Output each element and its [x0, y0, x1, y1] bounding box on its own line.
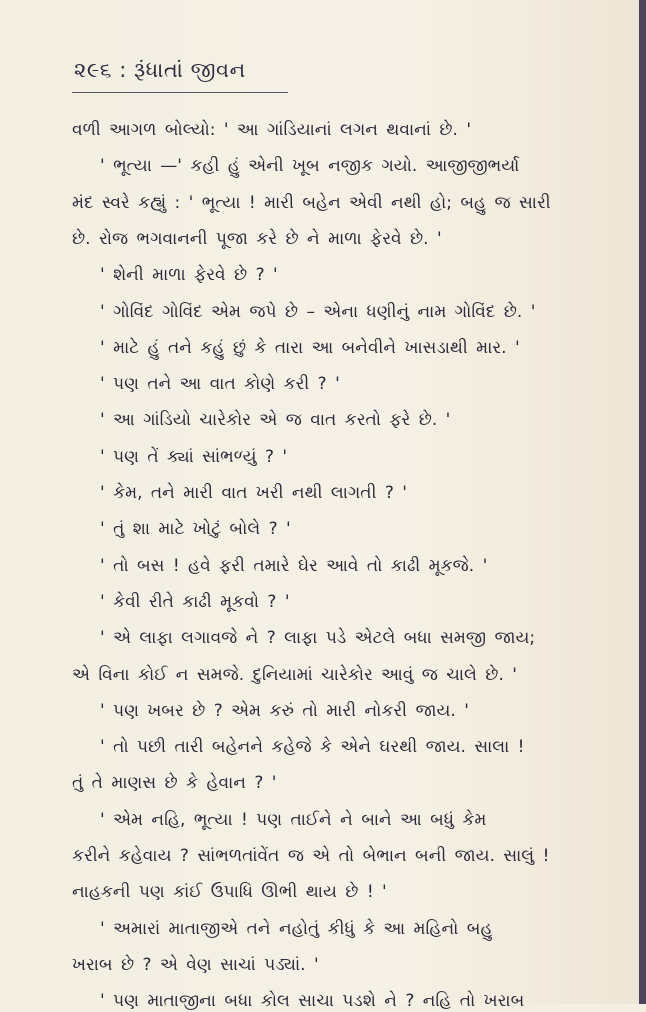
text-line: ' એમ નહિ, ભૂત્યા ! પણ તાઈને ને બાને આ બધું કેમ [100, 810, 487, 830]
text-line: એ વિના કોઈ ન સમજે. દુનિયામાં ચારેકોર આવું જ ચાલે છે. ' [72, 665, 517, 685]
text-line: વળી આગળ બોલ્યો: ' આ ગાંડિયાનાં લગન થવાનાં છે. ' [72, 120, 472, 140]
text-line: ' પણ ખબર છે ? એમ કરું તો મારી નોકરી જાય. ' [100, 701, 469, 721]
text-line: ' કેમ, તને મારી વાત ખરી નથી લાગતી ? ' [100, 483, 407, 503]
text-line: ' શેની માળા ફેરવે છે ? ' [100, 265, 278, 285]
text-line: નાહકની પણ કાંઈ ઉપાધિ ઊભી થાય છે ! ' [72, 882, 387, 902]
text-line: ' કેવી રીતે કાઢી મૂકવો ? ' [100, 592, 290, 612]
text-line: ખરાબ છે ? એ વેણ સાચાં પડ્યાં. ' [72, 955, 319, 975]
text-line: ' પણ માતાજીના બધા કોલ સાચા પડશે ને ? નહિ તો ખરાબ [100, 991, 525, 1011]
page-header: ૨૯૬ : રૂંધાતાં જીવન [74, 58, 246, 82]
text-line: ' એ લાફા લગાવજે ને ? લાફા પડે એટલે બધા સમજી જાય; [100, 628, 536, 648]
header-underline [72, 92, 288, 93]
page-edge-shadow [639, 0, 646, 1004]
text-line: ' પણ તેં ક્યાં સાંભળ્યું ? ' [100, 447, 288, 467]
text-line: ' તો બસ ! હવે ફરી તમારે ઘેર આવે તો કાઢી મૂકજે. ' [100, 556, 488, 576]
text-line: તું તે માણસ છે કે હેવાન ? ' [72, 773, 277, 793]
text-line: ' અમારાં માતાજીએ તને નહોતું કીધું કે આ મહિનો બહુ [100, 919, 493, 939]
text-line: ' તો પછી તારી બહેનને કહેજે કે એને ઘરથી જાય. સાલા ! [100, 737, 525, 757]
text-line: મંદ સ્વરે કહ્યું : ' ભૂત્યા ! મારી બહેન એવી નથી હો; બહુ જ સારી [72, 193, 551, 213]
text-line: ' ભૂત્યા —' કહી હું એની ખૂબ નજીક ગયો. આજીજીભર્યા [100, 156, 520, 176]
text-line: કરીને કહેવાય ? સાંભળતાંવેંત જ એ તો બેભાન બની જાય. સાલું ! [72, 846, 550, 866]
text-line: ' ગોવિંદ ગોવિંદ એમ જપે છે – એના ધણીનું નામ ગોવિંદ છે. ' [100, 302, 536, 322]
text-line: ' તું શા માટે ખોટું બોલે ? ' [100, 519, 291, 539]
text-line: ' માટે હું તને કહું છું કે તારા આ બનેવીને ખાસડાથી માર. ' [100, 338, 520, 358]
text-line: ' પણ તને આ વાત કોણે કરી ? ' [100, 374, 340, 394]
text-line: છે. રોજ ભગવાનની પૂજા કરે છે ને માળા ફેરવે છે. ' [72, 229, 442, 249]
text-line: ' આ ગાંડિયો ચારેકોર એ જ વાત કરતો ફરે છે. ' [100, 410, 451, 430]
